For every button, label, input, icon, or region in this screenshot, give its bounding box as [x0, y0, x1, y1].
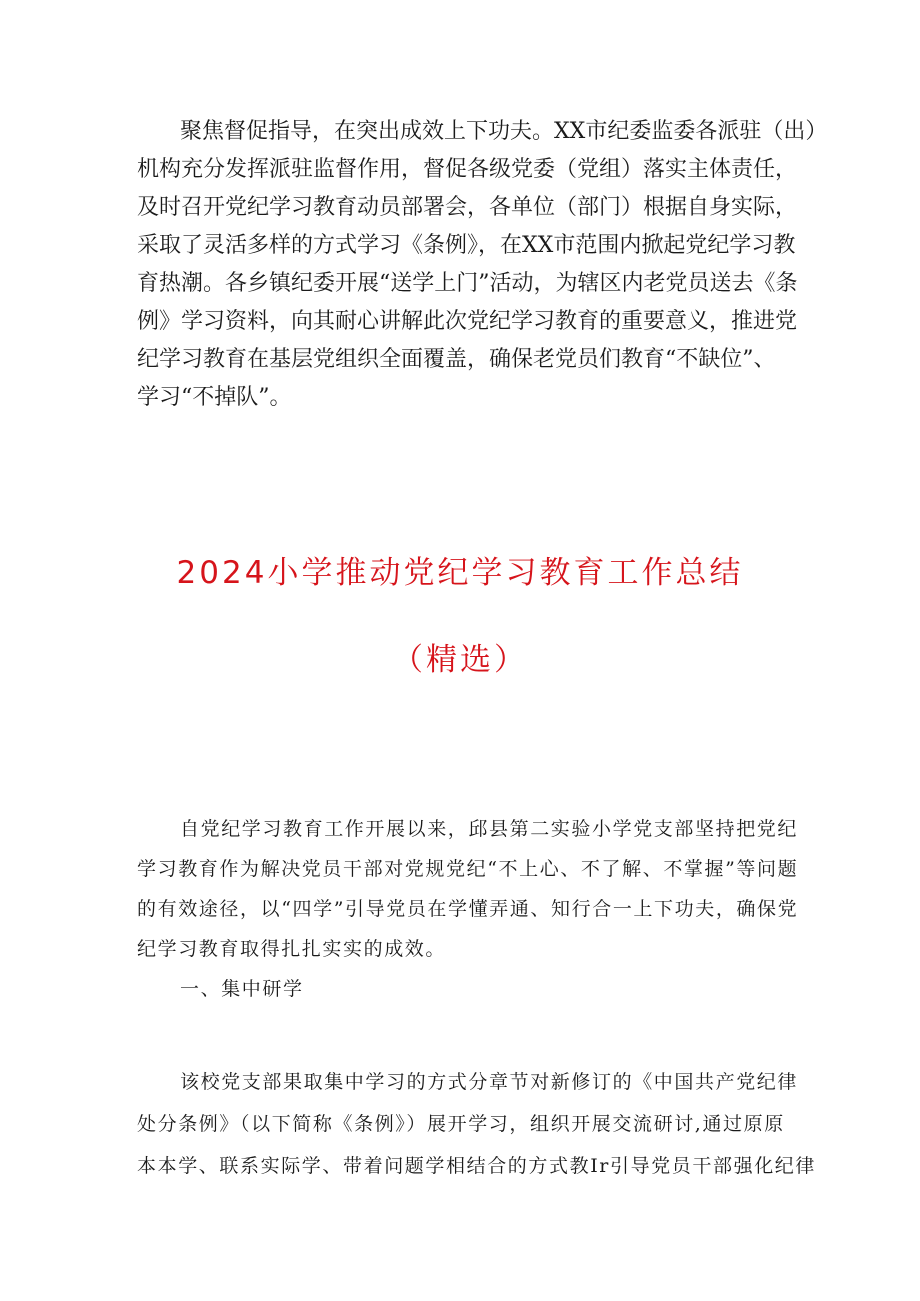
document-subtitle: （精选） — [392, 642, 528, 678]
paragraph-line: 聚焦督促指导，在突出成效上下功夫。XX市纪委监委各派驻（出） — [180, 119, 828, 144]
section-heading: 一、集中研学 — [180, 978, 304, 1000]
paragraph-line: 处分条例》（以下简称《条例》）展开学习，组织开展交流研讨,通过原原 — [137, 1113, 785, 1135]
paragraph-line: 学习教育作为解决党员干部对党规党纪“不上心、不了解、不掌握”等问题 — [137, 858, 799, 880]
paragraph-line: 本本学、联系实际学、带着问题学相结合的方式教Ir引导党员干部强化纪律 — [137, 1155, 816, 1177]
paragraph-line: 及时召开党纪学习教育动员部署会，各单位（部门）根据自身实际， — [137, 195, 798, 220]
paragraph-line: 该校党支部果取集中学习的方式分章节对新修订的《中国共产党纪律 — [180, 1071, 799, 1093]
document-title: 2024小学推动党纪学习教育工作总结 — [176, 555, 744, 591]
paragraph-line: 机构充分发挥派驻监督作用，督促各级党委（党组）落实主体责任， — [137, 157, 798, 182]
paragraph-line: 纪学习教育在基层党组织全面覆盖，确保老党员们教育“不缺位”、 — [137, 347, 776, 372]
paragraph-line: 学习“不掉队”。 — [137, 385, 292, 410]
paragraph-line: 育热潮。各乡镇纪委开展“送学上门”活动，为辖区内老党员送去《条 — [137, 271, 798, 296]
paragraph-line: 纪学习教育取得扎扎实实的成效。 — [137, 938, 447, 960]
paragraph-line: 例》学习资料，向其耐心讲解此次党纪学习教育的重要意义，推进党 — [137, 309, 798, 334]
paragraph-line: 采取了灵活多样的方式学习《条例》，在XX市范围内掀起党纪学习教 — [137, 233, 796, 258]
paragraph-line: 的有效途径，以“四学”引导党员在学懂弄通、知行合一上下功夫，确保党 — [137, 898, 799, 920]
paragraph-line: 自党纪学习教育工作开展以来，邱县第二实验小学党支部坚持把党纪 — [180, 818, 799, 840]
